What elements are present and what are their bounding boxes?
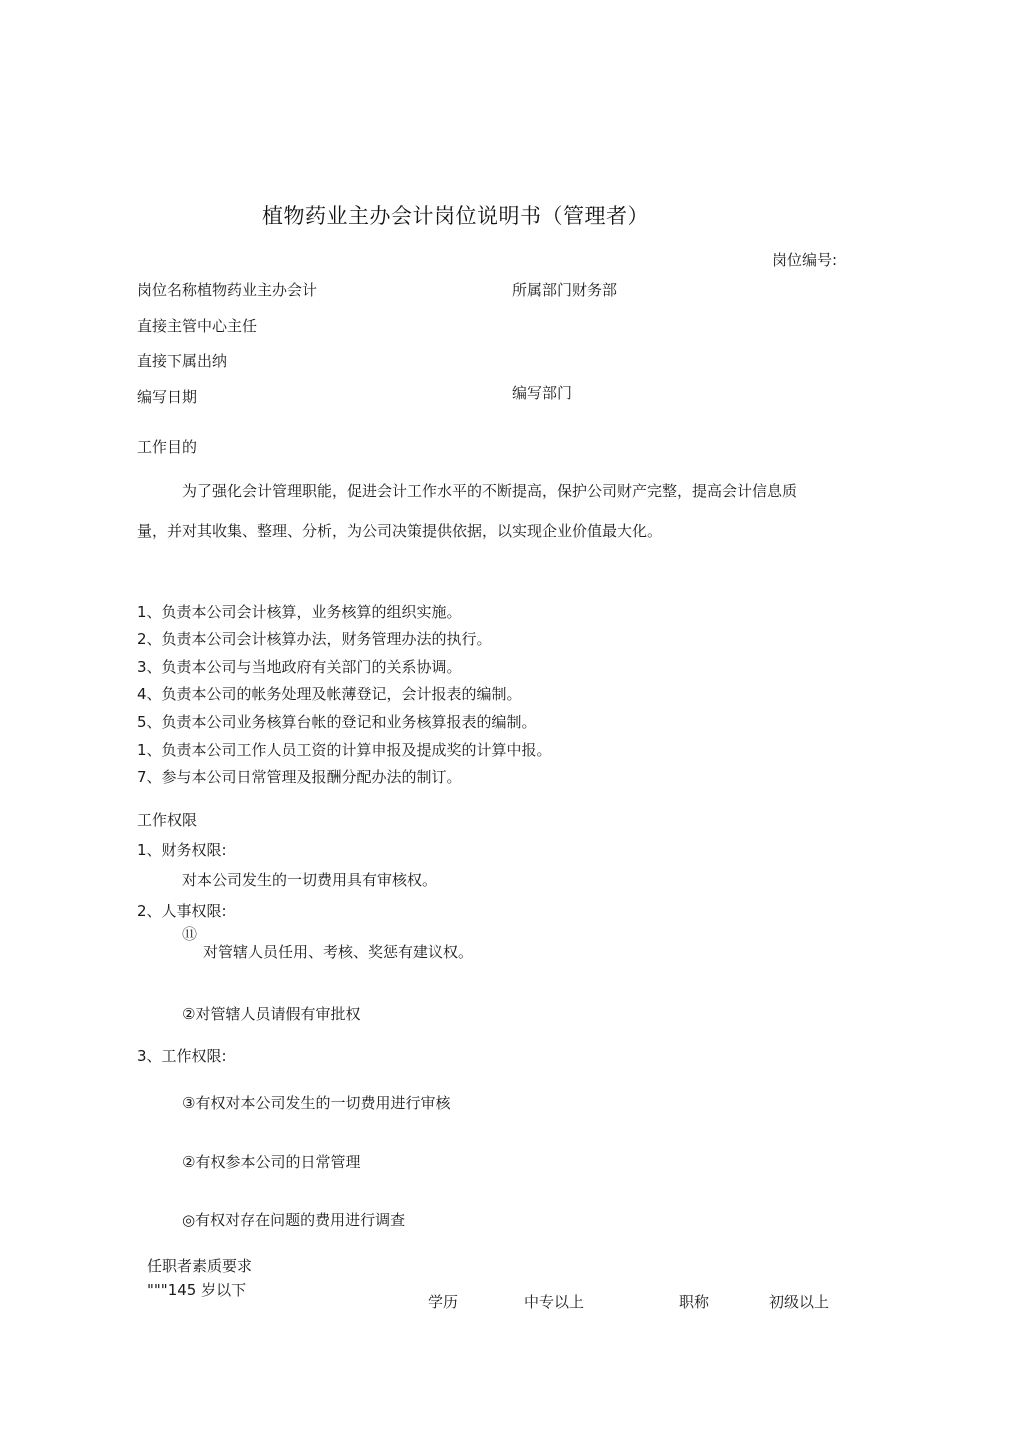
purpose-line-1: 为了强化会计管理职能，促进会计工作水平的不断提高，保护公司财产完整，提高会计信息质 [182,482,798,500]
document-title: 植物药业主办会计岗位说明书（管理者） [262,204,649,228]
duty-item: 2、负责本公司会计核算办法，财务管理办法的执行。 [137,630,492,648]
write-dept: 编写部门 [512,384,573,402]
work-authority-item-2: ②有权参本公司的日常管理 [182,1153,361,1171]
post-name: 岗位名称植物药业主办会计 [137,281,318,299]
duty-item: 3、负责本公司与当地政府有关部门的关系协调。 [137,658,462,676]
purpose-line-2: 量，并对其收集、整理、分析，为公司决策提供依据，以实现企业价值最大化。 [137,522,663,540]
duty-item: 7、参与本公司日常管理及报酬分配办法的制订。 [137,768,462,786]
duty-item: 1、负责本公司工作人员工资的计算申报及提成奖的计算中报。 [137,741,552,759]
personnel-mark: ⑪ [182,925,198,943]
duty-item: 1、负责本公司会计核算，业务核算的组织实施。 [137,603,462,621]
professional-title-label: 职称 [679,1293,710,1311]
work-authority-item-3: ◎有权对存在问题的费用进行调查 [182,1211,406,1229]
age-requirement: """145 岁以下 [147,1281,247,1299]
personnel-authority-item-2: ②对管辖人员请假有审批权 [182,1005,361,1023]
work-authority-item-1: ③有权对本公司发生的一切费用进行审核 [182,1094,451,1112]
personnel-authority-label: 2、人事权限: [137,902,227,920]
post-code-label: 岗位编号: [772,251,838,269]
subordinate: 直接下属出纳 [137,352,228,370]
personnel-authority-item-1: 对管辖人员任用、考核、奖惩有建议权。 [203,943,474,961]
education-value: 中专以上 [524,1293,585,1311]
supervisor: 直接主管中心主任 [137,317,258,335]
write-date: 编写日期 [137,388,198,406]
education-label: 学历 [428,1293,459,1311]
duty-item: 5、负责本公司业务核算台帐的登记和业务核算报表的编制。 [137,713,537,731]
purpose-heading: 工作目的 [137,438,198,456]
authority-heading: 工作权限 [137,811,198,829]
department: 所属部门财务部 [512,281,618,299]
work-authority-label: 3、工作权限: [137,1047,227,1065]
requirements-heading: 任职者素质要求 [147,1257,253,1275]
professional-title-value: 初级以上 [769,1293,830,1311]
finance-authority-item: 对本公司发生的一切费用具有审核权。 [182,871,438,889]
duty-item: 4、负责本公司的帐务处理及帐薄登记，会计报表的编制。 [137,685,522,703]
finance-authority-label: 1、财务权限: [137,841,227,859]
